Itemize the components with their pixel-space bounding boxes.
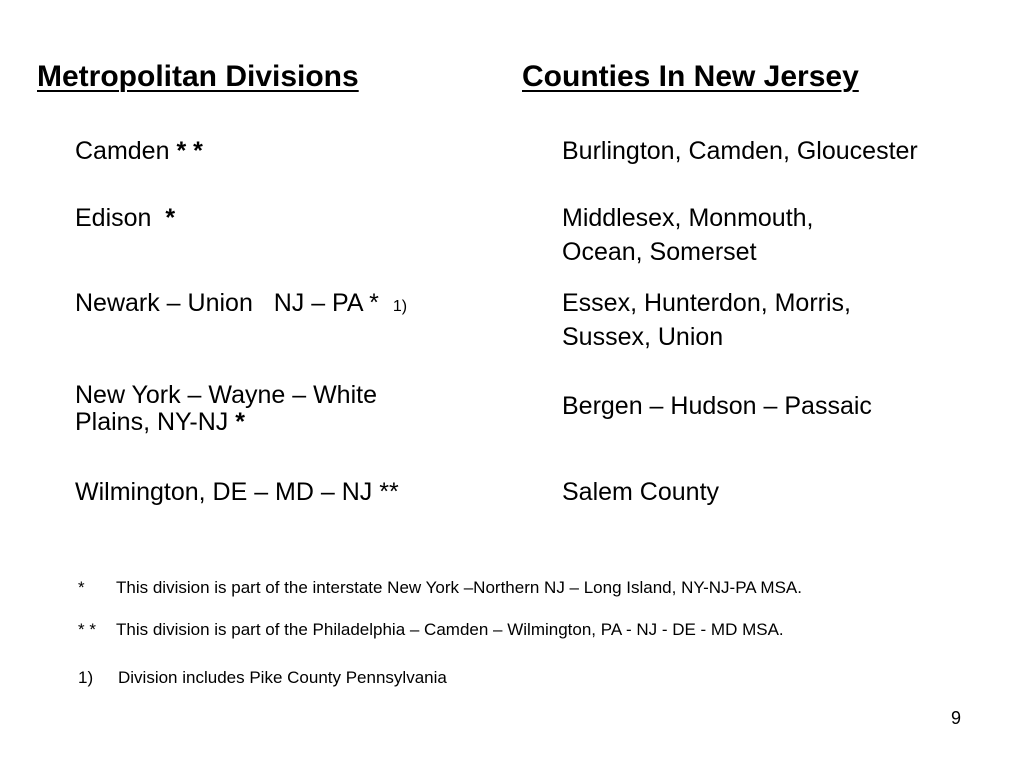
division-name-line: New York – Wayne – White [75, 381, 377, 409]
footnote-text: Division includes Pike County Pennsylvania [118, 668, 447, 687]
footnote-pike-county [78, 668, 447, 688]
division-newark-union [75, 286, 407, 324]
page-number: 9 [951, 708, 962, 728]
footnote-symbol: 1) [78, 668, 94, 687]
division-marker: * [165, 204, 176, 232]
footnote-philadelphia [78, 620, 784, 640]
counties-line: Bergen – Hudson – Passaic [562, 392, 872, 420]
counties-newark-union [562, 286, 851, 354]
footnote-interstate-ny [78, 578, 802, 598]
counties-edison [562, 201, 814, 269]
footnote-symbol: * * [78, 620, 96, 639]
division-name: Wilmington, DE – MD – NJ ** [75, 478, 399, 506]
division-marker: * [235, 408, 245, 436]
counties-line: Salem County [562, 478, 720, 506]
metropolitan-divisions-heading: Metropolitan Divisions [37, 60, 359, 93]
division-new-york-wayne [75, 382, 377, 436]
division-edison [75, 201, 175, 235]
division-camden [75, 134, 203, 168]
division-name: Edison [75, 204, 152, 232]
footnote-text: This division is part of the Philadelphia – Camden – Wilmington, PA - NJ - DE - MD MSA. [116, 620, 784, 639]
division-name: Camden [75, 137, 170, 165]
division-name: Newark – Union NJ – PA * [75, 289, 379, 317]
counties-heading: Counties In New Jersey [522, 60, 859, 93]
counties-new-york-wayne [562, 389, 872, 423]
counties-line: Middlesex, Monmouth, [562, 204, 814, 232]
counties-line: Burlington, Camden, Gloucester [562, 137, 918, 165]
division-wilmington [75, 475, 399, 509]
counties-wilmington [562, 475, 719, 509]
counties-camden [562, 134, 918, 168]
counties-line: Essex, Hunterdon, Morris, [562, 289, 851, 317]
division-name-line: Plains, NY-NJ [75, 408, 229, 436]
counties-line: Ocean, Somerset [562, 238, 757, 266]
counties-line: Sussex, Union [562, 323, 724, 351]
division-marker: * * [176, 137, 203, 165]
division-footnote-ref: 1) [392, 298, 408, 315]
footnote-symbol: * [78, 578, 85, 597]
footnote-text: This division is part of the interstate New York –Northern NJ – Long Island, NY-NJ-PA MSA. [116, 578, 802, 597]
